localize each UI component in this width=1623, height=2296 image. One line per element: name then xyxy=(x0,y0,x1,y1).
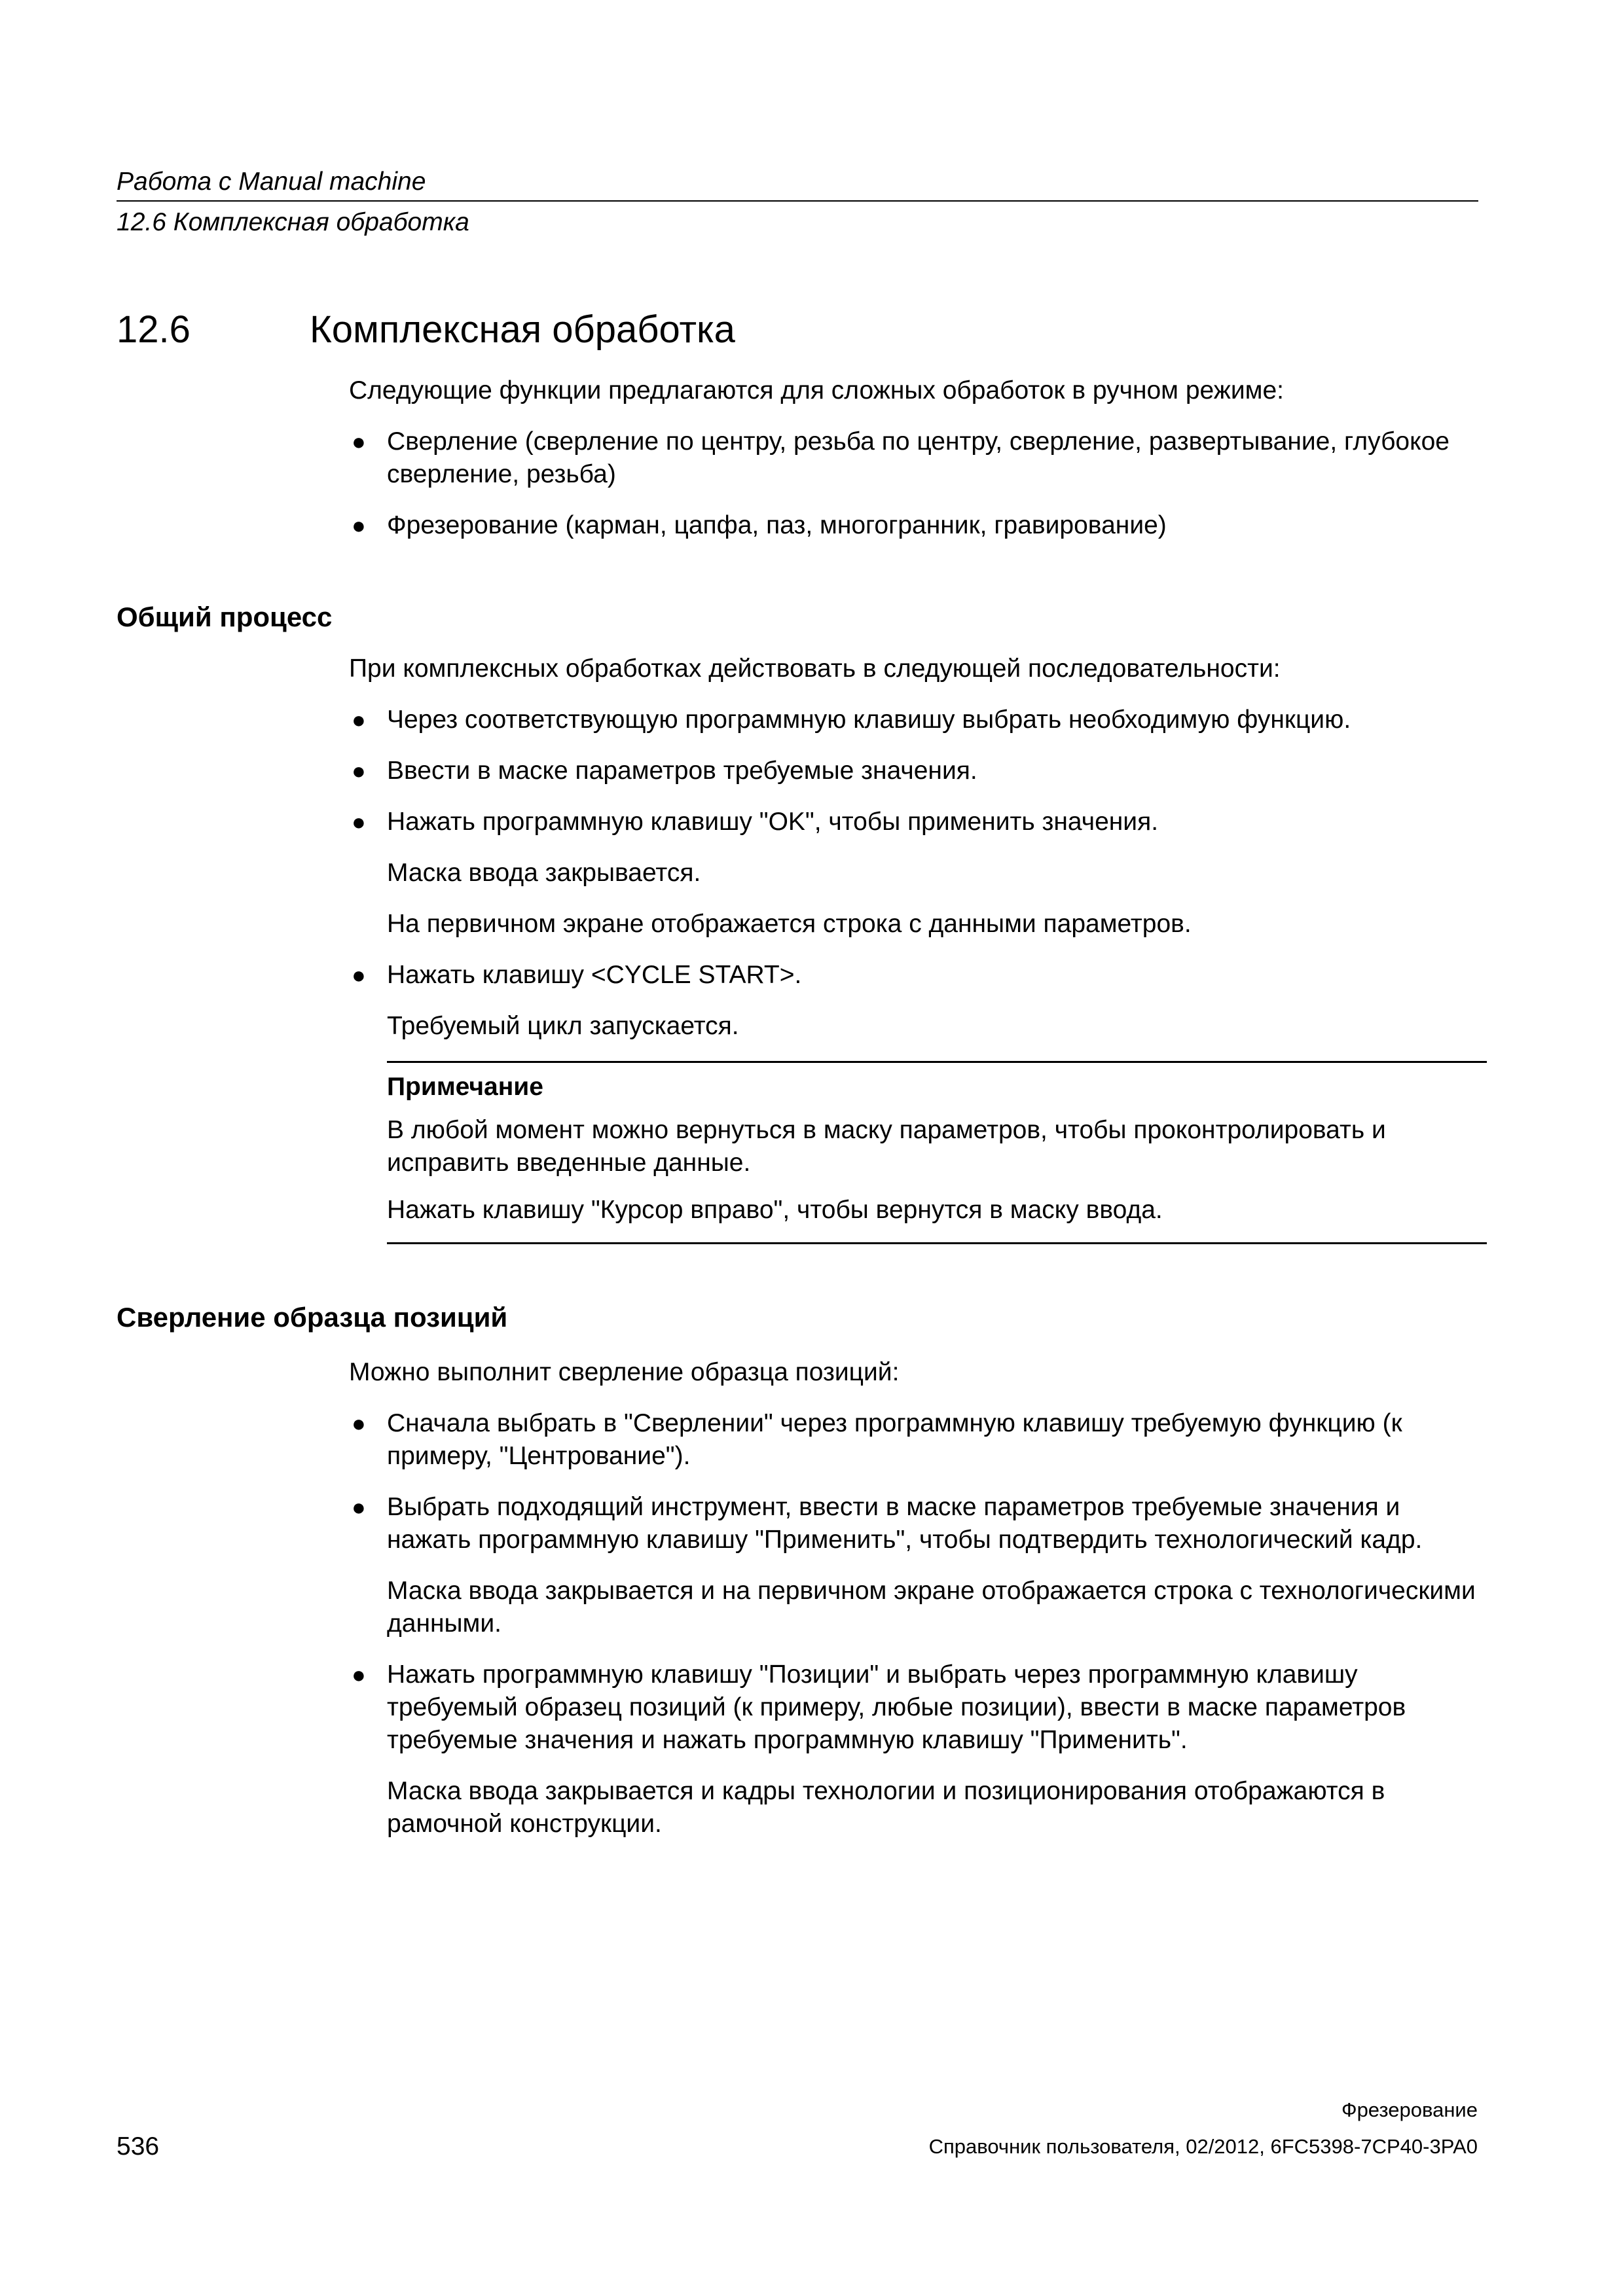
list-item xyxy=(349,425,1488,491)
list-item-text: Нажать программную клавишу "Позиции" и выбрать через программную клавишу требуемый образец позиций (к примеру, любые позиции), ввести в маске параметров требуемые значения и нажать программную клавишу "Применить". xyxy=(387,1660,1406,1754)
list-item-text: Фрезерование (карман, цапфа, паз, многогранник, гравирование) xyxy=(387,511,1167,539)
list-item xyxy=(349,1659,1488,1757)
page-number: 536 xyxy=(117,2132,160,2161)
bullet-icon: ● xyxy=(352,512,366,539)
section-number: 12.6 xyxy=(117,308,191,351)
list-item-text: Ввести в маске параметров требуемые значения. xyxy=(387,757,977,785)
subheading-drilling-pattern: Сверление образца позиций xyxy=(117,1302,508,1333)
section-intro-block xyxy=(349,374,1488,560)
section-title: Комплексная обработка xyxy=(310,308,735,351)
list-item xyxy=(349,704,1488,736)
list-item xyxy=(349,1407,1488,1473)
list-item xyxy=(349,806,1488,838)
bullet-icon: ● xyxy=(352,428,366,455)
step-result-text: Маска ввода закрывается. xyxy=(387,859,701,887)
running-header-chapter: Работа с Manual machine xyxy=(117,168,426,196)
note-text: В любой момент можно вернуться в маску параметров, чтобы проконтролировать и исправить введенные данные. xyxy=(387,1116,1386,1177)
general-intro: При комплексных обработках действовать в следующей последовательности: xyxy=(349,655,1281,683)
step-result-text: Маска ввода закрывается и на первичном экране отображается строка с технологическими данными. xyxy=(387,1577,1476,1638)
list-item xyxy=(349,1491,1488,1556)
note-text: Нажать клавишу "Курсор вправо", чтобы вернутся в маску ввода. xyxy=(387,1196,1163,1224)
list-item-text: Сверление (сверление по центру, резьба по центру, сверление, развертывание, глубокое сверление, резьба) xyxy=(387,427,1450,488)
bullet-icon: ● xyxy=(352,706,366,733)
footer-manual-reference: Справочник пользователя, 02/2012, 6FC5398-7CP40-3PA0 xyxy=(928,2135,1478,2158)
bullet-icon: ● xyxy=(352,1494,366,1520)
section-intro: Следующие функции предлагаются для сложных обработок в ручном режиме: xyxy=(349,376,1284,404)
step-result-text: Маска ввода закрывается и кадры технологии и позиционирования отображаются в рамочной конструкции. xyxy=(387,1777,1385,1838)
bullet-icon: ● xyxy=(352,961,366,988)
header-rule xyxy=(117,200,1478,202)
list-item-text: Сначала выбрать в "Сверлении" через программную клавишу требуемую функцию (к примеру, "Центрование"). xyxy=(387,1409,1402,1470)
step-result-text: На первичном экране отображается строка с данными параметров. xyxy=(387,910,1192,938)
drilling-pattern-block xyxy=(349,1356,1488,1859)
general-process-block xyxy=(349,653,1488,1244)
list-item-text: Через соответствующую программную клавишу выбрать необходимую функцию. xyxy=(387,706,1351,734)
note-title: Примечание xyxy=(387,1073,543,1101)
list-item xyxy=(349,509,1488,542)
list-item xyxy=(349,755,1488,787)
drilling-intro: Можно выполнит сверление образца позиций: xyxy=(349,1358,900,1386)
list-item-text: Нажать клавишу <CYCLE START>. xyxy=(387,961,802,989)
list-item-text: Нажать программную клавишу "OK", чтобы применить значения. xyxy=(387,808,1159,836)
bullet-icon: ● xyxy=(352,757,366,784)
bullet-icon: ● xyxy=(352,808,366,835)
subheading-general-process: Общий процесс xyxy=(117,601,333,632)
list-item-text: Выбрать подходящий инструмент, ввести в маске параметров требуемые значения и нажать программную клавишу "Применить", чтобы подтвердить технологический кадр. xyxy=(387,1493,1423,1554)
bullet-icon: ● xyxy=(352,1410,366,1437)
note-box xyxy=(387,1061,1487,1244)
bullet-icon: ● xyxy=(352,1661,366,1688)
running-header-section: 12.6 Комплексная обработка xyxy=(117,208,469,236)
step-result-text: Требуемый цикл запускается. xyxy=(387,1012,739,1040)
footer-topic: Фрезерование xyxy=(1341,2098,1478,2121)
list-item xyxy=(349,959,1488,992)
